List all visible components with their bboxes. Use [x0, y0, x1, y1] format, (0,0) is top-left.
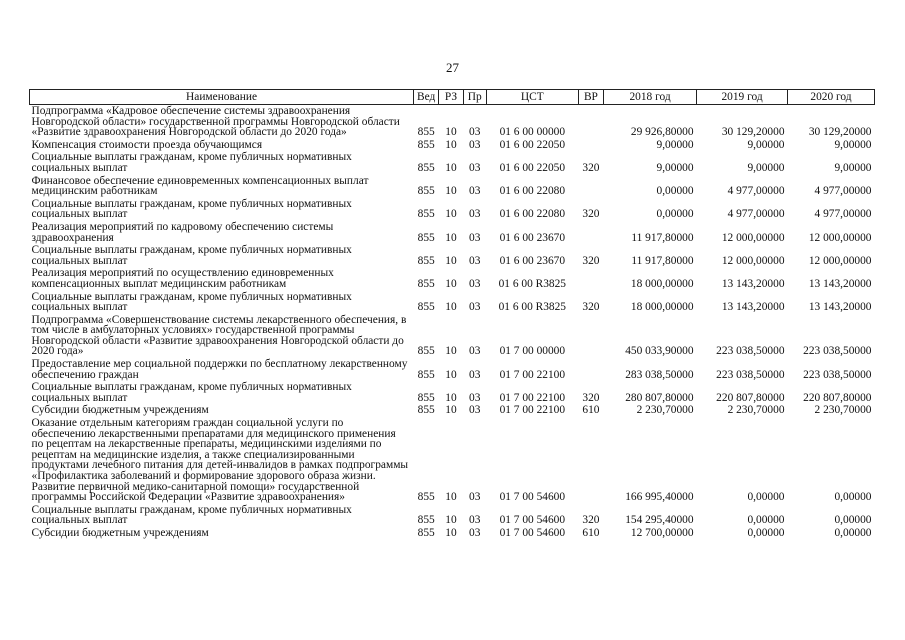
row-name: Социальные выплаты гражданам, кроме публичных нормативных социальных выплат [31, 381, 352, 404]
row-value-2020: 13 143,20000 [808, 301, 872, 314]
row-pr: 03 [469, 514, 481, 527]
table-row [30, 244, 875, 267]
header-name: Наименование [30, 90, 414, 105]
row-rz: 10 [445, 391, 457, 404]
table-row [30, 314, 875, 358]
table-row [30, 404, 875, 417]
row-ved: 855 [417, 391, 435, 404]
row-ved: 855 [417, 208, 435, 221]
row-cst: 01 6 00 R3825 [498, 301, 567, 314]
row-value-2020: 4 977,00000 [814, 208, 872, 221]
row-cst: 01 6 00 23670 [499, 231, 566, 244]
row-vr [578, 358, 603, 381]
row-cst: 01 7 00 00000 [499, 345, 566, 358]
row-value-2019: 220 807,80000 [716, 391, 785, 404]
row-value-2018: 0,00000 [656, 185, 694, 198]
row-rz: 10 [445, 404, 457, 417]
row-vr [578, 314, 603, 358]
row-value-2018: 29 926,80000 [630, 126, 694, 139]
row-vr [578, 417, 603, 504]
row-value-2020: 2 230,70000 [814, 404, 872, 417]
row-name: Социальные выплаты гражданам, кроме публичных нормативных социальных выплат [31, 197, 352, 221]
header-2019: 2019 год [697, 90, 788, 105]
row-name: Реализация мероприятий по кадровому обеспечению системы здравоохранения [31, 220, 334, 244]
row-pr: 03 [469, 185, 481, 198]
row-value-2019: 13 143,20000 [721, 277, 785, 290]
table-row [30, 151, 875, 174]
row-name: Реализация мероприятий по осуществлению единовременных компенсационных выплат медицинским работникам [31, 267, 334, 290]
row-value-2019: 0,00000 [747, 491, 785, 504]
row-value-2018: 154 295,40000 [625, 514, 694, 527]
row-ved: 855 [417, 526, 435, 539]
row-value-2020: 0,00000 [834, 526, 872, 539]
table-body [30, 105, 875, 540]
row-name: Подпрограмма «Совершенствование системы лекарственного обеспечения, в том числе в амбулаторных условиях» государственной программы Новгородской области «Развитие здравоохранения Новгородской области до 2020 года» [31, 313, 407, 358]
row-rz: 10 [445, 126, 457, 139]
header-ved: Вед [414, 90, 439, 105]
row-value-2020: 9,00000 [834, 138, 872, 151]
row-rz: 10 [445, 514, 457, 527]
row-vr: 320 [582, 301, 600, 314]
row-value-2018: 450 033,90000 [625, 345, 694, 358]
row-vr [578, 139, 603, 152]
row-pr: 03 [469, 404, 481, 417]
row-ved: 855 [417, 301, 435, 314]
row-name: Социальные выплаты гражданам, кроме публичных нормативных социальных выплат [31, 244, 352, 267]
row-name: Субсидии бюджетным учреждениям [31, 404, 209, 417]
row-pr: 03 [469, 391, 481, 404]
row-ved: 855 [417, 231, 435, 244]
row-vr [578, 175, 603, 198]
row-ved: 855 [417, 161, 435, 174]
row-name: Предоставление мер социальной поддержки по бесплатному лекарственному обеспечению граждан [31, 358, 408, 381]
row-cst: 01 7 00 22100 [499, 391, 566, 404]
table-row [30, 267, 875, 290]
row-ved: 855 [417, 277, 435, 290]
row-ved: 855 [417, 126, 435, 139]
row-value-2018: 280 807,80000 [625, 391, 694, 404]
row-value-2019: 223 038,50000 [716, 368, 785, 381]
row-ved: 855 [417, 185, 435, 198]
row-ved: 855 [417, 138, 435, 151]
row-cst: 01 6 00 22080 [499, 185, 566, 198]
table-header-row [30, 90, 875, 105]
row-rz: 10 [445, 254, 457, 267]
row-vr: 320 [582, 161, 600, 174]
row-name: Финансовое обеспечение единовременных компенсационных выплат медицинским работникам [31, 174, 369, 198]
row-value-2018: 11 917,80000 [631, 231, 694, 244]
row-vr [578, 221, 603, 244]
row-rz: 10 [445, 161, 457, 174]
row-value-2020: 12 000,00000 [808, 231, 872, 244]
row-value-2019: 0,00000 [747, 526, 785, 539]
row-rz: 10 [445, 277, 457, 290]
budget-table [29, 89, 875, 540]
row-value-2020: 0,00000 [834, 491, 872, 504]
row-pr: 03 [469, 161, 481, 174]
row-name: Подпрограмма «Кадровое обеспечение системы здравоохранения Новгородской области» государственной программы Новгородской области «Развитие здравоохранения Новгородской области до 2020 года» [31, 105, 400, 139]
row-vr [578, 267, 603, 290]
row-pr: 03 [469, 301, 481, 314]
row-value-2020: 13 143,20000 [808, 277, 872, 290]
header-2020: 2020 год [788, 90, 875, 105]
row-cst: 01 6 00 R3825 [498, 277, 567, 290]
row-value-2018: 9,00000 [656, 161, 694, 174]
row-value-2019: 30 129,20000 [721, 126, 785, 139]
row-pr: 03 [469, 277, 481, 290]
row-value-2019: 12 000,00000 [721, 231, 785, 244]
row-value-2020: 223 038,50000 [803, 345, 872, 358]
row-value-2019: 13 143,20000 [721, 301, 785, 314]
row-cst: 01 6 00 22050 [499, 138, 566, 151]
row-value-2018: 11 917,80000 [631, 254, 694, 267]
row-value-2019: 223 038,50000 [716, 345, 785, 358]
row-value-2020: 4 977,00000 [814, 185, 872, 198]
row-value-2020: 9,00000 [834, 161, 872, 174]
row-value-2020: 12 000,00000 [808, 254, 872, 267]
row-vr [578, 105, 603, 139]
row-value-2018: 18 000,00000 [630, 277, 694, 290]
row-name: Социальные выплаты гражданам, кроме публичных нормативных социальных выплат [31, 151, 352, 174]
row-ved: 855 [417, 345, 435, 358]
row-value-2020: 30 129,20000 [808, 126, 872, 139]
row-rz: 10 [445, 491, 457, 504]
header-cst: ЦСТ [486, 90, 578, 105]
row-vr: 320 [582, 208, 600, 221]
row-vr: 610 [582, 404, 600, 417]
row-rz: 10 [445, 368, 457, 381]
row-value-2018: 0,00000 [656, 208, 694, 221]
table-row [30, 105, 875, 139]
table-row [30, 504, 875, 527]
table-row [30, 358, 875, 381]
row-pr: 03 [469, 254, 481, 267]
row-pr: 03 [469, 231, 481, 244]
row-name: Субсидии бюджетным учреждениям [31, 526, 209, 539]
row-value-2019: 4 977,00000 [727, 185, 785, 198]
table-row [30, 381, 875, 404]
row-cst: 01 7 00 22100 [499, 368, 566, 381]
row-cst: 01 6 00 22080 [499, 208, 566, 221]
table-row [30, 291, 875, 314]
row-name: Компенсация стоимости проезда обучающимся [31, 138, 263, 151]
row-pr: 03 [469, 208, 481, 221]
row-value-2018: 18 000,00000 [630, 301, 694, 314]
row-name: Социальные выплаты гражданам, кроме публичных нормативных социальных выплат [31, 503, 352, 527]
row-name: Оказание отдельным категориям граждан социальной услуги по обеспечению лекарственными препаратами для медицинского применения по рецептам на лекарственные препараты, медицинскими изделиями по рецептам на медицинские изделия, а также специализированными продуктами лечебного питания для детей-инвалидов в рамках подпрограммы «Профилактика заболеваний и формирование здорового образа жизни. Развитие первичной медико-санитарной помощи» государственной программы Российской Федерации «Развитие здравоохранения» [31, 417, 409, 504]
row-ved: 855 [417, 514, 435, 527]
table-row [30, 527, 875, 540]
row-value-2018: 12 700,00000 [630, 526, 694, 539]
row-rz: 10 [445, 208, 457, 221]
row-ved: 855 [417, 368, 435, 381]
row-value-2019: 4 977,00000 [727, 208, 785, 221]
table-row [30, 175, 875, 198]
row-pr: 03 [469, 138, 481, 151]
row-cst: 01 6 00 23670 [499, 254, 566, 267]
row-pr: 03 [469, 526, 481, 539]
row-value-2018: 9,00000 [656, 138, 694, 151]
row-rz: 10 [445, 138, 457, 151]
row-value-2019: 0,00000 [747, 514, 785, 527]
row-vr: 610 [582, 526, 600, 539]
row-cst: 01 6 00 22050 [499, 161, 566, 174]
row-value-2020: 0,00000 [834, 514, 872, 527]
table-row [30, 221, 875, 244]
row-value-2018: 283 038,50000 [625, 368, 694, 381]
row-rz: 10 [445, 185, 457, 198]
row-ved: 855 [417, 491, 435, 504]
row-pr: 03 [469, 368, 481, 381]
table-row [30, 139, 875, 152]
row-value-2019: 12 000,00000 [721, 254, 785, 267]
header-2018: 2018 год [604, 90, 697, 105]
header-pr: Пр [463, 90, 486, 105]
row-rz: 10 [445, 345, 457, 358]
page-number: 27 [446, 60, 459, 75]
header-rz: РЗ [439, 90, 463, 105]
row-vr: 320 [582, 514, 600, 527]
row-value-2018: 2 230,70000 [636, 404, 694, 417]
row-rz: 10 [445, 526, 457, 539]
row-rz: 10 [445, 301, 457, 314]
row-value-2020: 223 038,50000 [803, 368, 872, 381]
row-cst: 01 7 00 54600 [499, 526, 566, 539]
row-value-2019: 2 230,70000 [727, 404, 785, 417]
table-row [30, 417, 875, 504]
row-cst: 01 7 00 22100 [499, 404, 566, 417]
row-vr: 320 [582, 254, 600, 267]
row-cst: 01 7 00 54600 [499, 514, 566, 527]
row-cst: 01 7 00 54600 [499, 491, 566, 504]
row-pr: 03 [469, 126, 481, 139]
row-rz: 10 [445, 231, 457, 244]
row-cst: 01 6 00 00000 [499, 126, 566, 139]
row-pr: 03 [469, 345, 481, 358]
table-row [30, 198, 875, 221]
row-pr: 03 [469, 491, 481, 504]
row-ved: 855 [417, 404, 435, 417]
row-vr: 320 [582, 391, 600, 404]
row-value-2019: 9,00000 [747, 138, 785, 151]
row-ved: 855 [417, 254, 435, 267]
row-value-2019: 9,00000 [747, 161, 785, 174]
row-value-2020: 220 807,80000 [803, 391, 872, 404]
row-value-2018: 166 995,40000 [625, 491, 694, 504]
header-vr: ВР [578, 90, 603, 105]
row-name: Социальные выплаты гражданам, кроме публичных нормативных социальных выплат [31, 290, 352, 314]
